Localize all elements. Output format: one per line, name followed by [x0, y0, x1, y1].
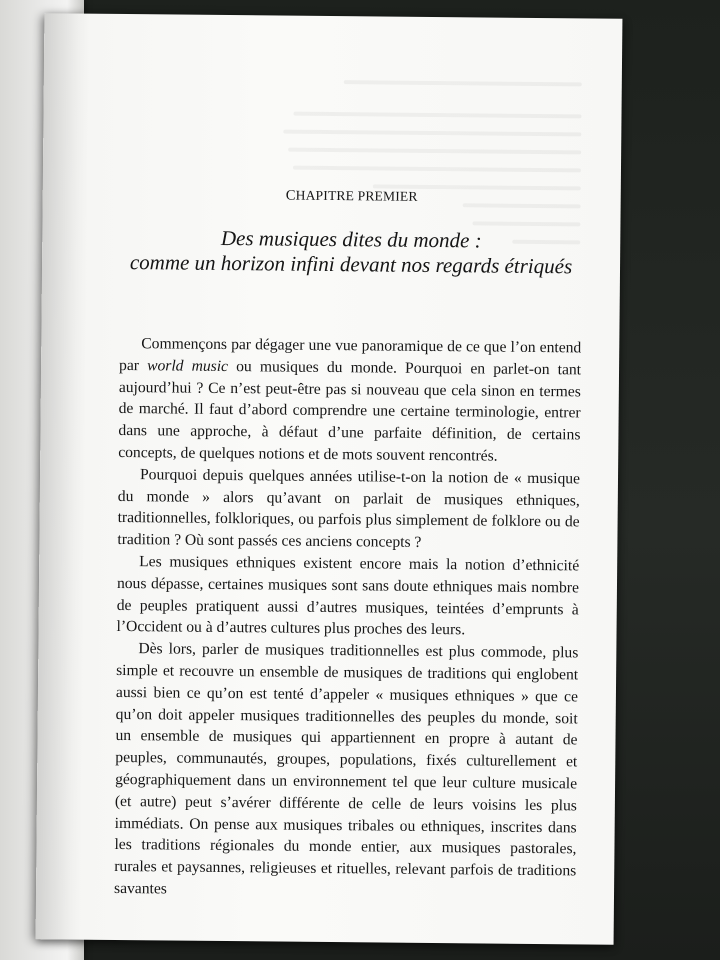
body-text: [114, 333, 581, 904]
chapter-label-initial: C: [285, 187, 296, 204]
chapter-title-line-2: comme un horizon infini devant nos regards étriqués: [129, 250, 573, 279]
chapter-label: [121, 186, 583, 207]
paragraph-1-end: ou musiques du monde. Pourquoi en parlet-on tant aujourd’hui ? Ce n’est peut-être pas si nouveau que cela sinon en termes de marché. Il faut d’abord comprendre une certaine terminologie, entrer dans une approche, à défaut d’une parfaite définition, de certains concepts, de quelques notions et de mots souvent rencontrés.: [118, 357, 582, 465]
paragraph-4: Dès lors, parler de musiques traditionnelles est plus commode, plus simple et recouvre un ensemble de musiques de traditions qui englobent aussi bien ce qu’on est tenté d’appeler « musiques ethniques » que ce qu’on doit appeler musiques traditionnelles des peuples du monde, soit un ensemble de musiques qui appartiennent en propre à autant de peuples, communautés, groupes, populations, fixés culturellement et géographiquement dans un environnement tel que leur culture musicale (et autre) peut s’avérer différente de celle de leurs voisins les plus immédiats. On pense aux musiques tribales ou ethniques, inscrites dans les traditions régionales du monde entier, aux musiques pastorales, rurales et paysannes, religieuses et rituelles, relevant parfois de traditions savantes: [113, 640, 579, 898]
paragraph-1-italic: world music: [147, 357, 229, 375]
paragraph-1-start: Commençons par dégager une vue panoramique de ce que l’on entend par: [119, 335, 582, 375]
page-content: [114, 186, 583, 904]
paragraph-2: Pourquoi depuis quelques années utilise-t-on la notion de « musique du monde » alors qu’avant on parlait de musiques ethniques, traditionnelles, folkloriques, ou parfois plus simplement de folklore ou de tradition ? Où sont passés ces anciens concepts ?: [117, 465, 581, 552]
paragraph-1: [118, 333, 581, 468]
paragraph-3: Les musiques ethniques existent encore mais la notion d’ethnicité nous dépasse, certaines musiques sont sans doute ethniques mais nombre de peuples pratiquent aussi d’autres musiques, teintées d’emprunts à l’Occident ou à d’autres cultures plus proches des leurs.: [116, 553, 580, 639]
chapter-title: [120, 225, 582, 279]
book-page: [36, 13, 623, 945]
chapter-title-line-1: Des musiques dites du monde :: [220, 225, 482, 253]
chapter-label-rest: HAPITRE PREMIER: [295, 187, 418, 204]
